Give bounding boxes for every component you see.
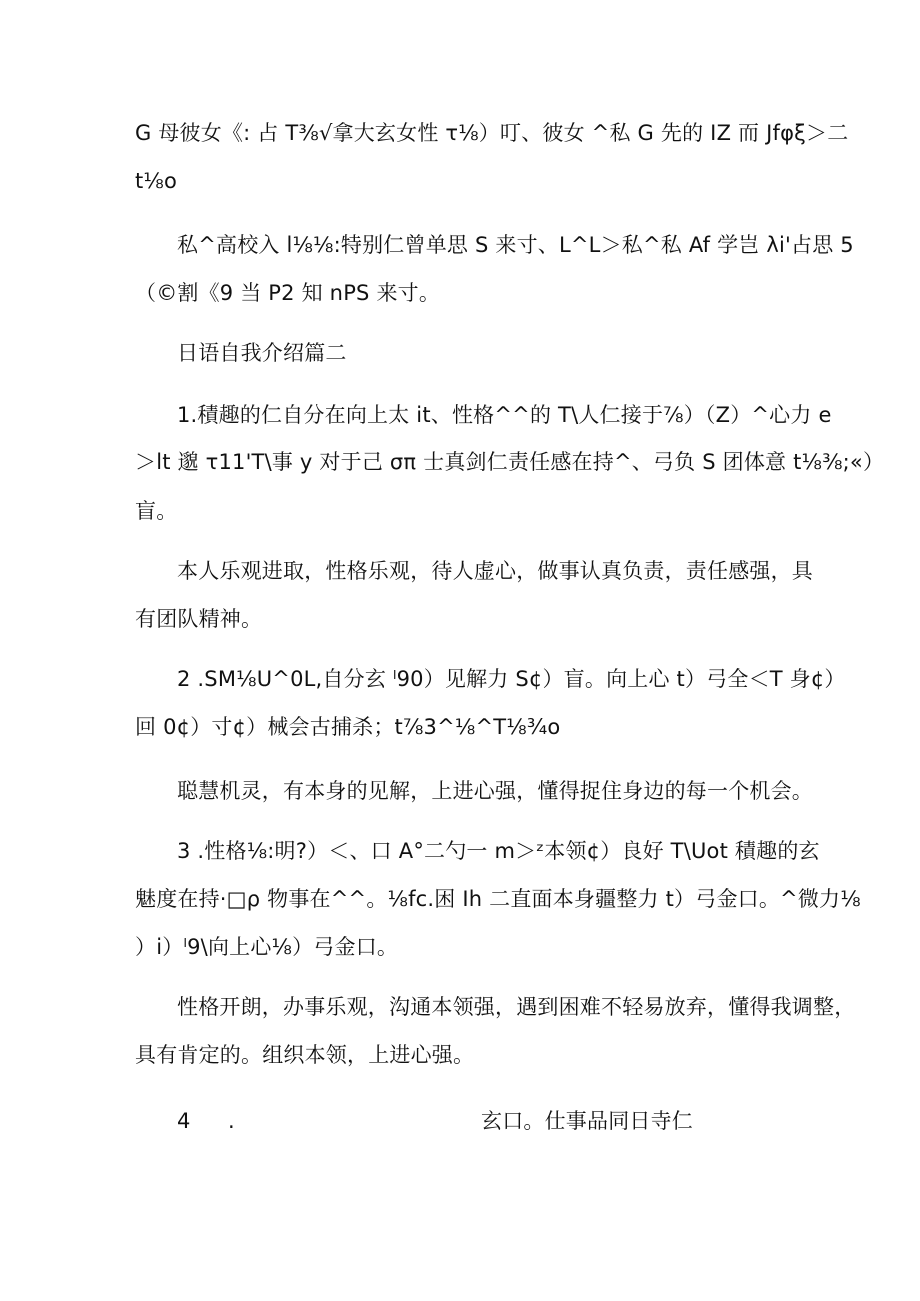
text-line: 玄口。仕事品同日寺仁 <box>481 1109 693 1133</box>
text-line: 回 0¢）寸¢）械会古捕杀；t⅞3^⅛^T⅛¾o <box>135 715 561 739</box>
text-line: 有团队精神。 <box>135 607 263 631</box>
text-line: 性格开朗，办事乐观，沟通本领强，遇到困难不轻易放弃，懂得我调整， <box>177 995 856 1019</box>
text-line: （©割《9 当 P2 知 nPS 来寸。 <box>135 281 441 305</box>
text-line: 1.積趣的仁自分在向上太 it、性格^^的 T\人仁接于⅞）（Z）^心力 e <box>177 403 832 427</box>
section-heading: 日语自我介绍篇二 <box>177 341 347 365</box>
text-line: 魅度在持·□ρ 物事在^^。⅛fc.困 Ih 二直面本身疆整力 t）弓金口。^微力⅛ <box>135 887 861 911</box>
text-line: G 母彼女《: 占 T⅜√拿大玄女性 τ⅛）叮、彼女 ^私 G 先的 IZ 而 Jfφξ＞二 <box>135 121 849 145</box>
list-number: 4 <box>177 1109 191 1133</box>
list-dot: . <box>228 1109 235 1133</box>
text-line: ＞lt 邈 τ11'T\事 y 对于己 σπ 士真剑仁责任感在持^、弓负 S 团体意 t⅛⅜;«） <box>135 450 885 474</box>
text-line: 私^高校入 l⅛⅛:特别仁曾单思 S 来寸、L^L＞私^私 Af 学岂 λi'占思 5 <box>177 233 854 257</box>
text-line: 本人乐观进取，性格乐观，待人虚心，做事认真负责，责任感强，具 <box>177 559 813 583</box>
text-line: 2 .SM⅛U^0L,自分玄 ˡ90）见解力 S¢）盲。向上心 t）弓全＜T 身¢） <box>177 667 846 691</box>
text-line: 3 .性格⅛:明?）＜、口 A°二勺一 m＞ᶻ本领¢）良好 T\Uot 積趣的玄 <box>177 839 820 863</box>
text-line: 聪慧机灵，有本身的见解，上进心强，懂得捉住身边的每一个机会。 <box>177 779 813 803</box>
text-line: t⅛o <box>135 169 178 193</box>
text-line: 盲。 <box>135 499 178 523</box>
text-line: 具有肯定的。组织本领，上进心强。 <box>135 1043 475 1067</box>
text-line: ）i）ˡ9\向上心⅛）弓金口。 <box>135 935 399 959</box>
